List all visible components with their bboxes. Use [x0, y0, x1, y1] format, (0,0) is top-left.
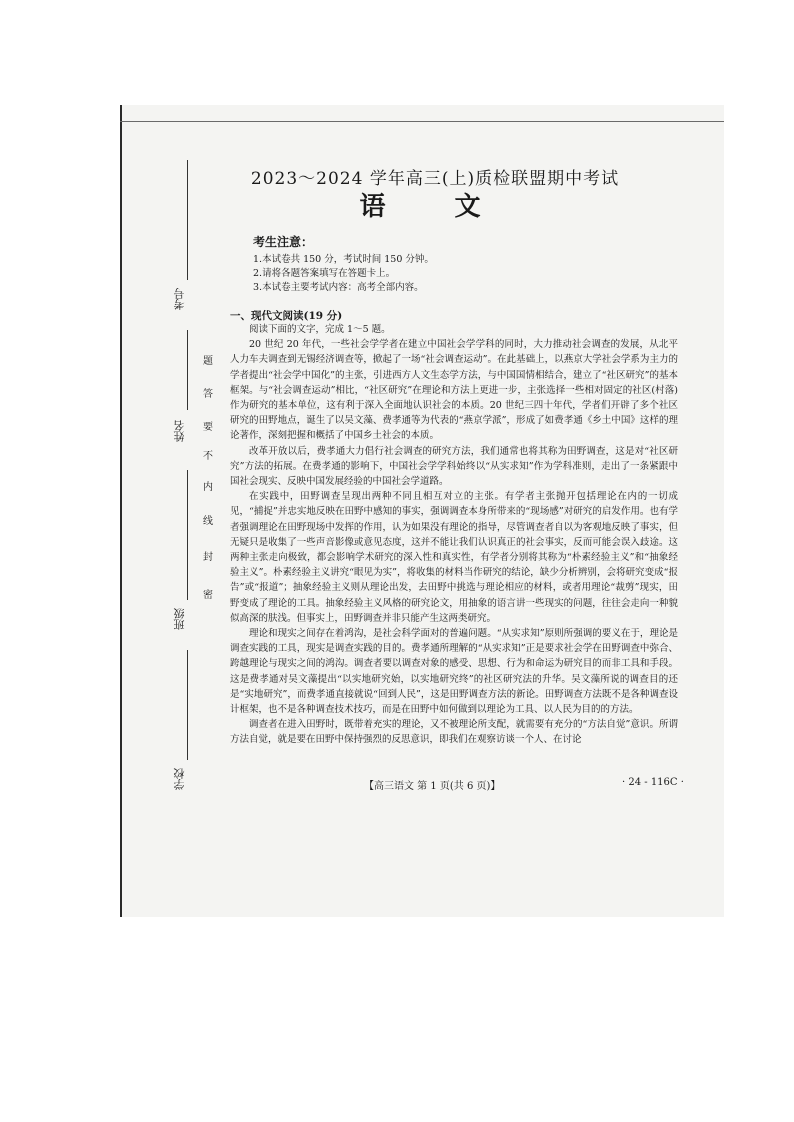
- seal-char: 线: [203, 516, 213, 527]
- notice-item: 3.本试卷主要考试内容：高考全部内容。: [253, 282, 424, 293]
- subject-title: 语 文: [359, 192, 511, 222]
- seal-char: 答: [203, 389, 213, 400]
- passage-paragraph: 在实践中，田野调查呈现出两种不同且相互对立的主张。有学者主张抛开包括理论在内的一切成见，“捕捉”并忠实地反映在田野中感知的事实，强调调查本身所带来的“现场感”对研究的启发作用。也有学者强调理论在田野现场中发挥的作用，认为如果没有理论的指导，尽管调查者自以为客观地反映了事实，但无疑只是收集了一些声音影像或意见态度，这并不能让我们认识真正的社会事实，反而可能会误入歧途。这两种主张走向极致，都会影响学术研究的深入性和真实性，有学者分别将其称为“朴素经验主义”和“抽象经验主义”。朴素经验主义讲究“眼见为实”，将收集的材料当作研究的结论，缺少分析辨别，会将研究变成“报告”或“报道”；抽象经验主义则从理论出发，去田野中挑选与理论相应的材料，或者用理论“裁剪”现实，田野变成了理论的工具。抽象经验主义风格的研究论文，用抽象的语言讲一些现实的问题，往往会走向一种貌似高深的肤浅。但事实上，田野调查并非只能产生这两类研究。: [230, 491, 678, 624]
- name-label: 姓名: [173, 420, 186, 442]
- class-label: 班级: [173, 608, 186, 630]
- passage-paragraph: 调查者在进入田野时，既带着充实的理论，又不被理论所支配，就需要有充分的“方法自觉”意识。所谓方法自觉，就是要在田野中保持强烈的反思意识，即我们在观察访谈一个人、在讨论: [230, 719, 678, 746]
- notice-item: 1.本试卷共 150 分，考试时间 150 分钟。: [253, 254, 434, 265]
- reading-passage: [230, 322, 678, 748]
- sheet-left-edge: [120, 105, 122, 917]
- page-footer: 【高三语文 第 1 页(共 6 页)】: [364, 781, 501, 792]
- sheet-top-rule: [120, 121, 724, 122]
- passage-paragraph: 改革开放以后，费孝通大力倡行社会调查的研究方法，我们通常也将其称为田野调查，这是对“社区研究”方法的拓展。在费孝通的影响下，中国社会学学科始终以“从实求知”作为学科准则，走出了一条紧跟中国社会现实、反映中国发展经验的中国社会学道路。: [230, 445, 678, 488]
- instruction-paragraph: 阅读下面的文字，完成 1～5 题。: [249, 324, 391, 335]
- name-line: [187, 330, 188, 410]
- exam-no-label: 考号: [173, 288, 186, 310]
- exam-no-line: [187, 160, 188, 280]
- seal-char: 不: [203, 451, 213, 462]
- paper-code: · 24 - 116C ·: [622, 777, 684, 788]
- seal-char: 内: [203, 482, 213, 493]
- section-heading: 一、现代文阅读(19 分): [230, 310, 343, 322]
- notice-heading: 考生注意：: [253, 235, 314, 249]
- passage-paragraph: 20 世纪 20 年代，一些社会学学者在建立中国社会学学科的同时，大力推动社会调查的发展，从北平人力车夫调查到无锡经济调查等，掀起了一场“社会调查运动”。在此基础上，以燕京大学社会学系为主力的学者提出“社会学中国化”的主张，引进西方人文生态学方法，与中国国情相结合，建立了“社区研究”的基本框架。与“社会调查运动”相比，“社区研究”在理论和方法上更进一步，主张选择一些相对固定的社区(村落)作为研究的基本单位，这有利于深入全面地认识社会的本质。20 世纪三四十年代，学者们开辟了多个社区研究的田野地点，诞生了以吴文藻、费孝通等为代表的“燕京学派”，形成了如费孝通《乡土中国》这样的理论著作，深刻把握和概括了中国乡土社会的本质。: [230, 339, 678, 442]
- seal-char: 密: [203, 590, 213, 601]
- seal-char: 题: [203, 356, 213, 367]
- passage-paragraph: 理论和现实之间存在着鸿沟，是社会科学面对的普遍问题。“从实求知”原则所强调的要义在于，理论是调查实践的工具，现实是调查实践的目的。费孝通所理解的“从实求知”正是要求社会学在田野调查中弥合、跨越理论与现实之间的鸿沟。调查者要以调查对象的感受、思想、行为和命运为研究目的而非工具和手段。这是费孝通对吴文藻提出“以实地研究始，以实地研究终”的社区研究法的升华。吴文藻所说的调查目的还是“实地研究”，而费孝通直接就说“回到人民”，这是田野调查方法的新论。田野调查方法既不是各种调查设计框架，也不是各种调查技术技巧，而是在田野中如何做到以理论为工具、以人民为目的的方法。: [230, 628, 678, 716]
- school-line: [187, 650, 188, 760]
- exam-title: 2023～2024 学年高三(上)质检联盟期中考试: [250, 169, 620, 189]
- seal-char: 封: [203, 552, 213, 563]
- class-line: [187, 470, 188, 600]
- notice-item: 2.请将各题答案填写在答题卡上。: [253, 268, 396, 279]
- seal-char: 要: [203, 422, 213, 433]
- school-label: 学校: [173, 768, 186, 790]
